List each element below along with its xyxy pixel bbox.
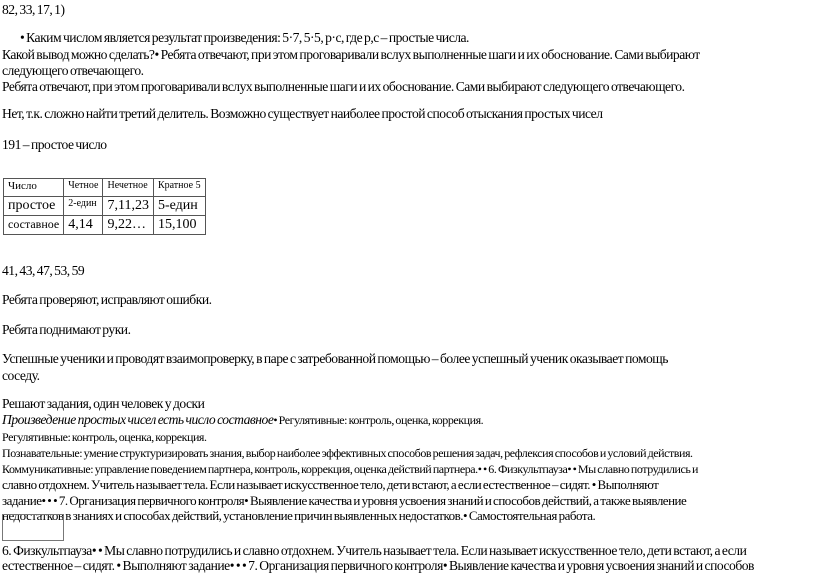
table-cell: 2-един [64,197,103,216]
text-line [2,412,483,428]
text-line: Познавательные: умение структуризировать знания, выбор наиболее эффективных способов решения задач, рефлексия способов и условий действия. [2,446,693,460]
text-line: следующего отвечающего. [2,63,144,78]
table-cell: 4,14 [64,216,103,235]
table-cell: 15,100 [153,216,205,235]
table-header: Число [4,179,64,197]
text-line: Успешные ученики и проводят взаимопроверку, в паре с затребованной помощью – более успешный ученик оказывает помощь [2,351,668,366]
text-line: Ребята отвечают, при этом проговаривали вслух выполненные шаги и их обоснование. Сами выбирают следующего отвечающего. [2,79,685,94]
text-line: 191 – простое число [2,137,107,152]
text-line: недостатков в знаниях и способах действий, установление причин выявленных недостатков.• Самостоятельная работа. [2,508,596,523]
number-table [3,178,206,235]
bullet-question: • Каким числом является результат произведения: 5·7, 5·5, р·с, где р,с – простые числа. [20,30,469,45]
text-line: Решают задания, один человек у доски [2,396,205,411]
text-line: 6. Физкультпауза• • Мы славно потрудились и славно отдохнем. Учитель называет тела. Если называет искусственное тело, дети встают, а если [2,543,747,558]
table-header: Кратное 5 [153,179,205,197]
empty-box [2,514,64,541]
table-row [4,216,206,235]
text-line: соседу. [2,368,40,383]
table-cell: составное [4,216,64,235]
text-span: • Регулятивные: контроль, оценка, коррекция. [273,413,484,427]
text-line: естественное – сидят. • Выполняют задание• • • 7. Организация первичного контроля• Выявление качества и уровня усвоения знаний и способов [2,558,754,573]
text-line: Какой вывод можно сделать?• Ребята отвечают, при этом проговаривали вслух выполненные шаги и их обоснование. Сами выбирают [2,47,700,62]
table-header: Четное [64,179,103,197]
table-header: Нечетное [103,179,153,197]
text-line: славно отдохнем. Учитель называет тела. Если называет искусственное тело, дети встают, а если естественное – сидят. • Выполняют [2,477,659,492]
text-line: Ребята поднимают руки. [2,322,131,337]
table-header-row [4,179,206,197]
text-line: Нет, т.к. сложно найти третий делитель. Возможно существует наиболее простой способ отыскания простых чисел [2,106,603,121]
text-line: 82, 33, 17, 1) [2,2,65,17]
text-line: задание• • • 7. Организация первичного контроля• Выявление качества и уровня усвоения знаний и способов действий, а также выявление [2,493,687,508]
italic-statement: Произведение простых чисел есть число составное [2,412,274,427]
table-row [4,197,206,216]
text-line: 41, 43, 47, 53, 59 [2,263,85,278]
table-cell: 9,22… [103,216,153,235]
table-cell: 7,11,23 [103,197,153,216]
text-line: Ребята проверяют, исправляют ошибки. [2,292,212,307]
text-line: Коммуникативные: управление поведением партнера, контроль, коррекция, оценка действий партнера.• • 6. Физкультпауза• • Мы славно потрудились и [2,462,698,476]
table-cell: простое [4,197,64,216]
text-line: Регулятивные: контроль, оценка, коррекция. [2,430,207,444]
table-cell: 5-един [153,197,205,216]
